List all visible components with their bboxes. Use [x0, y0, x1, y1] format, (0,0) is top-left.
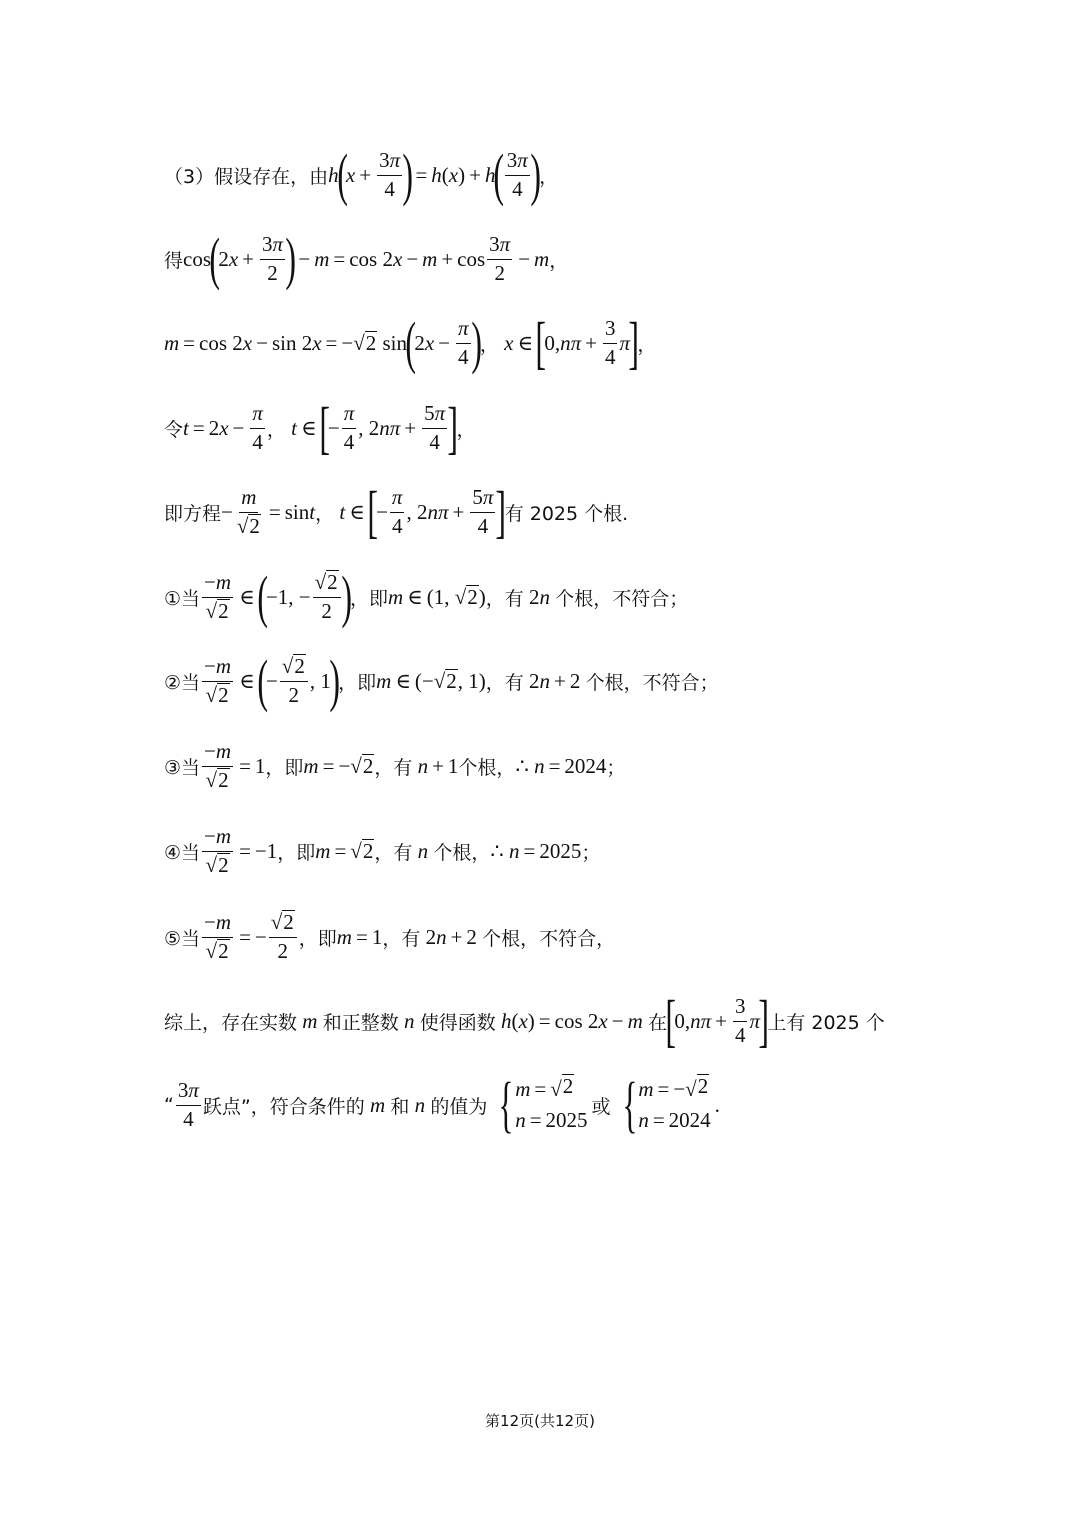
line-3	[164, 310, 656, 376]
case-5	[164, 904, 615, 970]
case-1-formula-a: −m √ 2 ∈ ( −1, − √ 2 2 )	[204, 564, 352, 629]
summary-2-text-e: 或	[591, 1095, 611, 1118]
line-3-tail: ，	[637, 333, 657, 356]
case-2-mid2: ，有	[485, 671, 524, 694]
case-4-formula-b: m = √ 2	[315, 838, 374, 863]
formula-2: cos ( 2 x + $\frac{3\pi}{2}$ ) − m = cos 2 x − m + cos $\frac{3\pi}{2}$ − m	[183, 226, 550, 291]
formula-4: t = 2 x − $\frac{\pi}{4}$ ， t ∈ [ − $\frac{\pi}{4}$ , 2 nπ + $\frac{5\pi}{4}$ ]	[183, 395, 459, 460]
case-3	[164, 733, 625, 799]
line-5-text: 即方程	[164, 502, 222, 525]
summary-line-1	[164, 988, 885, 1054]
case-4-formula-d: ∴ n = 2025	[490, 838, 582, 863]
case-4-mid2: ，有	[374, 841, 413, 864]
summary-1-tail: 上有 2025 个	[767, 1011, 885, 1034]
summary-2-text-b: 跃点”，符合条件的	[202, 1095, 365, 1118]
summary-2-text-a: “	[164, 1094, 174, 1116]
case-4	[164, 818, 600, 884]
summary-1-text-c: 使得函数	[419, 1011, 496, 1034]
case-2-mid3: 个根，不符合；	[585, 671, 719, 694]
case-4-mid: ，即	[277, 841, 316, 864]
case-1-label: ①当	[164, 587, 201, 610]
case-4-mid3: 个根，	[433, 841, 491, 864]
summary-1-formula-b: [ 0, nπ + $\frac{3}{4}$ π ]	[665, 988, 769, 1053]
case-3-label: ③当	[164, 756, 201, 779]
case-5-mid3: 个根，不符合，	[482, 927, 616, 950]
case-2-mid: ，即	[338, 671, 377, 694]
solution-system-2: { m = − √ 2 n = 2024	[621, 1071, 711, 1139]
summary-2-tail: .	[714, 1092, 720, 1117]
case-1-mid2: ，有	[485, 587, 524, 610]
summary-1-formula-a: h(x) = cos 2x − m	[500, 1008, 643, 1033]
case-1-mid: ，即	[349, 587, 388, 610]
case-4-end: ；	[581, 841, 601, 864]
case-1-formula-b: m ∈ (1, √ 2 )	[388, 584, 486, 609]
case-4-label: ④当	[164, 841, 201, 864]
summary-1-var-m: m	[297, 1008, 323, 1033]
case-3-mid2: ，有	[374, 756, 413, 779]
summary-1-var-n: n	[398, 1008, 420, 1033]
formula-3: m = cos 2 x − sin 2 x = − √ 2 sin ( 2 x − $\frac{\pi}{4}$ ) ， x ∈ [ 0, nπ + $\frac{3}{4}$ π ]	[164, 310, 639, 375]
summary-2-text-d: 的值为	[430, 1095, 488, 1118]
case-5-formula-a: −m √ 2 = − √ 2 2	[200, 910, 299, 963]
case-5-formula-b: m = 1	[336, 924, 383, 949]
line-1	[164, 142, 558, 208]
line-4	[164, 395, 476, 461]
line-5	[164, 479, 628, 545]
case-4-formula-a: −m √ 2 = −1	[204, 824, 278, 877]
summary-1-text-a: 综上，存在实数	[164, 1011, 298, 1034]
case-2-formula-c: 2n + 2	[523, 668, 586, 693]
line-1-text: （3）假设存在，由	[164, 165, 329, 188]
formula-5: − m √ 2 = sin t ， t ∈ [ − $\frac{\pi}{4}$ , 2 nπ + $\frac{5\pi}{4}$ ]	[221, 479, 507, 544]
case-1-formula-c: 2n	[523, 584, 551, 609]
case-1-mid3: 个根，不符合；	[555, 587, 689, 610]
line-2-text: 得	[164, 249, 184, 272]
page-footer: 第12页(共12页)	[485, 1412, 595, 1430]
line-5-tail: 有 2025 个根.	[504, 502, 629, 525]
solution-system-1: { m = √ 2 n = 2025	[498, 1071, 588, 1139]
case-3-formula-d: ∴ n = 2024	[515, 753, 607, 778]
case-3-formula-c: n + 1	[417, 753, 459, 778]
line-2	[164, 226, 568, 292]
case-2-formula-a: −m √ 2 ∈ ( − √ 2 2 , 1 )	[204, 648, 340, 713]
summary-2-var-m: m	[364, 1092, 391, 1117]
case-3-end: ；	[606, 756, 626, 779]
case-3-formula-b: m = − √ 2	[303, 753, 374, 778]
summary-line-2	[164, 1072, 720, 1138]
case-5-mid2: ，有	[382, 927, 421, 950]
line-4-tail: ，	[456, 418, 476, 441]
case-5-formula-c: 2n + 2	[420, 924, 483, 949]
summary-2-var-n: n	[409, 1092, 431, 1117]
line-2-tail: ，	[549, 249, 569, 272]
case-3-formula-a: −m √ 2 = 1	[204, 739, 266, 792]
line-1-tail: ，	[539, 165, 559, 188]
summary-1-text-d: 在	[647, 1011, 667, 1034]
summary-2-text-c: 和	[390, 1095, 410, 1118]
case-4-formula-c: n	[417, 838, 429, 863]
case-2-formula-b: m ∈ (− √ 2 , 1)	[376, 668, 486, 693]
case-5-mid: ，即	[298, 927, 337, 950]
case-5-label: ⑤当	[164, 927, 201, 950]
summary-1-text-b: 和正整数	[322, 1011, 399, 1034]
case-2	[164, 648, 719, 714]
case-1	[164, 564, 688, 630]
case-3-mid3: 个根，	[458, 756, 516, 779]
summary-2-frac: $\frac{3\pi}{4}$	[177, 1078, 199, 1131]
formula-1: h ( x + $\frac{3\pi}{4}$ ) = h ( x ) + h ( $\frac{3\pi}{4}$ )	[328, 142, 541, 207]
case-2-label: ②当	[164, 671, 201, 694]
case-3-mid: ，即	[265, 756, 304, 779]
line-4-text: 令	[164, 418, 184, 441]
